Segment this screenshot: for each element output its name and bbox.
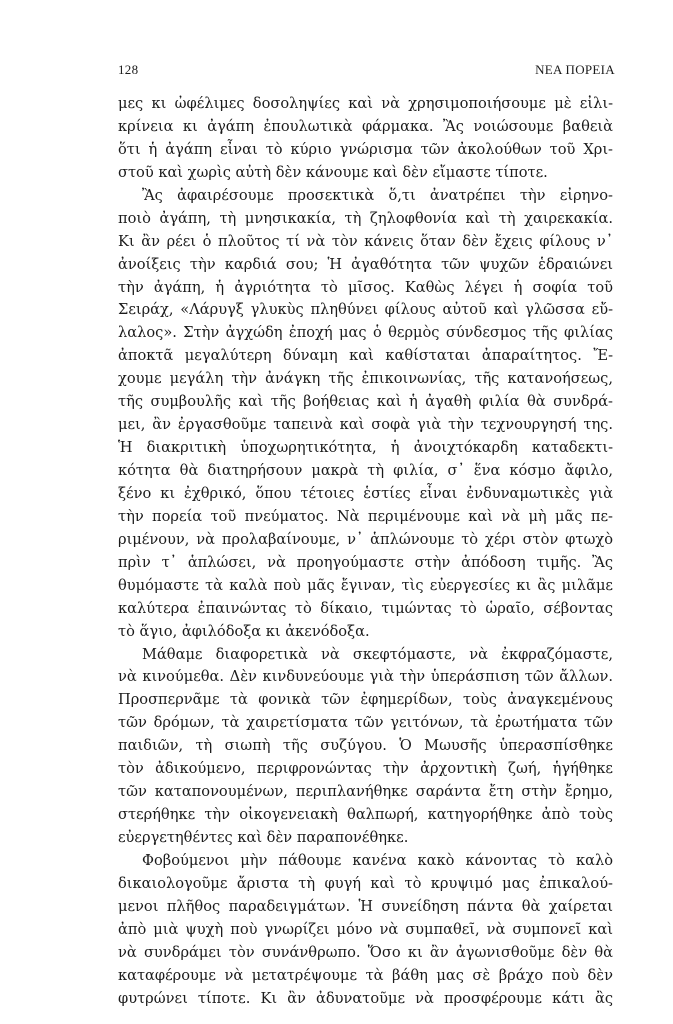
text-line: καλύτερα ἐπαινώντας τὸ δίκαιο, τιμώντας τὸ ὡραῖο, σέβοντας: [118, 599, 613, 617]
text-line: τῶν δρόμων, τὰ χαιρετίσματα τῶν γειτόνων, τὰ ἐρωτήματα τῶν: [118, 714, 613, 732]
text-line: νὰ κινούμεθα. Δὲν κινδυνεύουμε γιὰ τὴν ὑπεράσπιση τῶν ἄλλων.: [118, 668, 613, 686]
text-line: μενοι πλῆθος παραδειγμάτων. Ἡ συνείδηση πάντα θὰ χαίρεται: [118, 897, 613, 915]
text-line: Ἡ διακριτικὴ ὑποχωρητικότητα, ἡ ἀνοιχτόκαρδη καταδεκτι-: [118, 439, 613, 457]
text-line: ἀπὸ μιὰ ψυχὴ ποὺ γνωρίζει μόνο νὰ συμπαθεῖ, νὰ συμπονεῖ καὶ: [118, 920, 613, 938]
paragraph: [118, 185, 613, 644]
text-line: Φοβούμενοι μὴν πάθουμε κανένα κακὸ κάνοντας τὸ καλὸ: [142, 851, 613, 869]
body-text: [118, 93, 613, 1011]
text-line: χουμε μεγάλη τὴν ἀνάγκη τῆς ἐπικοινωνίας, τῆς κατανοήσεως,: [118, 370, 613, 388]
running-head: [118, 62, 615, 82]
text-line: δικαιολογοῦμε ἄριστα τὴ φυγή καὶ τὸ κρυψιμό μας ἐπικαλού-: [118, 874, 613, 892]
text-line: ἀνοίξεις τὴν καρδιά σου; Ἡ ἀγαθότητα τῶν ψυχῶν ἑδραιώνει: [118, 255, 613, 273]
text-line: νὰ συνδράμει τὸν συνάνθρωπο. Ὅσο κι ἂν ἀγωνισθοῦμε δὲν θὰ: [118, 943, 613, 961]
page-number: 128: [118, 62, 139, 77]
journal-title: ΝΕΑ ΠΟΡΕΙΑ: [535, 62, 615, 77]
text-line: παιδιῶν, τὴ σιωπὴ τῆς συζύγου. Ὁ Μωυσῆς ὑπερασπίσθηκε: [118, 737, 613, 755]
text-line: στοῦ καὶ χωρὶς αὐτὴ δὲν κάνουμε καὶ δὲν εἴμαστε τίποτε.: [118, 163, 548, 181]
text-line: τὴν ἀγάπη, ἡ ἀγριότητα τὸ μῖσος. Καθὼς λέγει ἡ σοφία τοῦ: [118, 278, 613, 296]
text-line: κρίνεια κι ἀγάπη ἐπουλωτικὰ φάρμακα. Ἂς νοιώσουμε βαθειὰ: [118, 117, 613, 135]
text-line: Προσπερνᾶμε τὰ φονικὰ τῶν ἐφημερίδων, τοὺς ἀναγκεμένους: [118, 691, 613, 709]
text-line: τὸν ἀδικούμενο, περιφρονώντας τὴν ἀρχοντικὴ ζωή, ἡγήθηκε: [118, 760, 613, 778]
text-line: φυτρώνει τίποτε. Κι ἂν ἀδυνατοῦμε νὰ προσφέρουμε κάτι ἂς: [118, 989, 613, 1007]
text-line: Μάθαμε διαφορετικὰ νὰ σκεφτόμαστε, νὰ ἐκφραζόμαστε,: [142, 645, 613, 663]
paragraph: [118, 850, 613, 1011]
text-line: καταφέρουμε νὰ μετατρέψουμε τὰ βάθη μας σὲ βράχο ποὺ δὲν: [118, 966, 613, 984]
text-line: ὅτι ἡ ἀγάπη εἶναι τὸ κύριο γνώρισμα τῶν ἀκολούθων τοῦ Χρι-: [118, 140, 613, 158]
text-line: κότητα θὰ διατηρήσουν μακρὰ τὴ φιλία, σ᾽ ἕνα κόσμο ἄφιλο,: [118, 462, 613, 479]
text-line: ριμένουν, νὰ προλαβαίνουμε, ν᾽ ἁπλώνουμε τὸ χέρι στὸν φτωχὸ: [118, 530, 613, 548]
text-line: ἀποκτᾶ μεγαλύτερη δύναμη καὶ καθίσταται ἀπαραίτητος. Ἔ-: [118, 347, 613, 365]
paragraph: [118, 93, 613, 185]
text-line: ξένο κι ἐχθρικό, ὅπου τέτοιες ἑστίες εἶναι ἐνδυναμωτικὲς γιὰ: [118, 484, 613, 502]
text-line: τῆς συμβουλῆς καὶ τῆς βοήθειας καὶ ἡ ἀγαθὴ φιλία θὰ συνδρά-: [118, 393, 613, 411]
text-line: μει, ἂν ἐργασθοῦμε ταπεινὰ καὶ σοφὰ γιὰ τὴν τεχνουργησή της.: [118, 416, 613, 434]
text-line: εὐεργετηθέντες καὶ δὲν παραπονέθηκε.: [118, 829, 409, 846]
text-line: λαλος». Στὴν ἀγχώδη ἐποχή μας ὁ θερμὸς σύνδεσμος τῆς φιλίας: [118, 324, 613, 342]
text-line: τὸ ἅγιο, ἀφιλόδοξα κι ἀκενόδοξα.: [118, 622, 370, 640]
text-line: θυμόμαστε τὰ καλὰ ποὺ μᾶς ἔγιναν, τὶς εὐεργεσίες κι ἂς μιλᾶμε: [118, 576, 613, 594]
text-line: Κι ἂν ρέει ὁ πλοῦτος τί νὰ τὸν κάνεις ὅταν δὲν ἔχεις φίλους ν᾽: [118, 232, 613, 250]
text-line: ποιὸ ἀγάπη, τὴ μνησικακία, τὴ ζηλοφθονία καὶ τὴ χαιρεκακία.: [118, 209, 613, 227]
text-line: στερήθηκε τὴν οἰκογενειακὴ θαλπωρή, κατηγορήθηκε ἀπὸ τοὺς: [118, 806, 613, 824]
text-line: μες κι ὠφέλιμες δοσοληψίες καὶ νὰ χρησιμοποιήσουμε μὲ εἰλι-: [118, 95, 613, 112]
text-line: Ἂς ἀφαιρέσουμε προσεκτικὰ ὅ,τι ἀνατρέπει τὴν εἰρηνο-: [142, 186, 613, 204]
text-line: τῶν καταπονουμένων, περιπλανήθηκε σαράντα ἔτη στὴν ἔρημο,: [118, 783, 613, 801]
text-line: πρὶν τ᾽ ἁπλώσει, νὰ προηγούμαστε στὴν ἀπόδοση τιμῆς. Ἂς: [118, 553, 613, 571]
text-line: Σειράχ, «Λάρυγξ γλυκὺς πληθύνει φίλους αὐτοῦ καὶ γλῶσσα εὔ-: [118, 301, 613, 319]
paragraph: [118, 644, 613, 850]
text-line: τὴν πορεία τοῦ πνεύματος. Νὰ περιμένουμε καὶ νὰ μὴ μᾶς πε-: [118, 507, 613, 525]
